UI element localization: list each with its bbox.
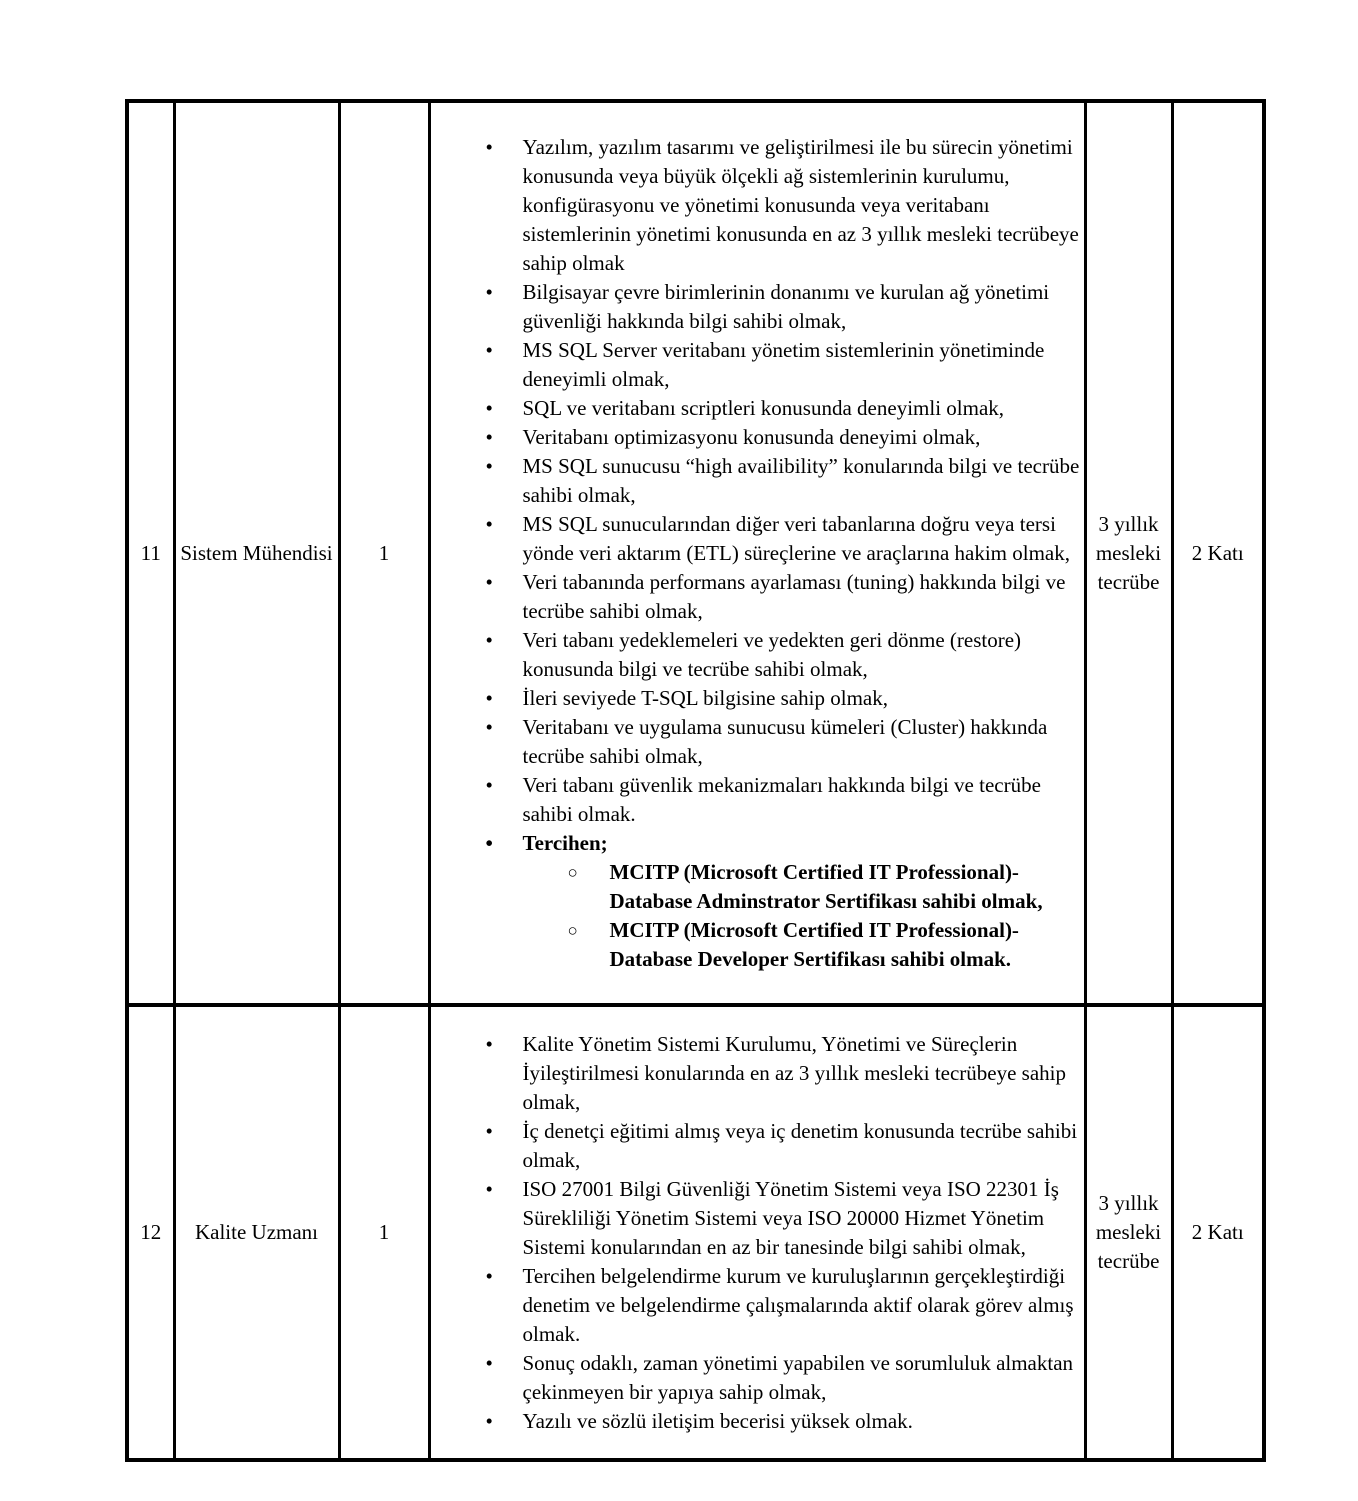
row-number-cell (127, 101, 174, 1005)
requirement-text: Yazılı ve sözlü iletişim becerisi yüksek olmak. (522, 1408, 913, 1433)
requirement-item (486, 1117, 1084, 1175)
bullet-icon: • (485, 569, 493, 594)
experience-text: 3 yıllık mesleki tecrübe (1095, 1191, 1162, 1273)
requirement-item (486, 1175, 1084, 1262)
requirement-text: MCITP (Microsoft Certified IT Professional)- Database Developer Sertifikası sahibi olmak. (609, 917, 1019, 971)
requirement-text: İç denetçi eğitimi almış veya iç denetim konusunda tecrübe sahibi olmak, (522, 1118, 1078, 1172)
headcount-cell (339, 101, 429, 1005)
position-title: Sistem Mühendisi (180, 540, 333, 565)
requirement-item (486, 394, 1084, 423)
requirement-item (486, 1262, 1084, 1349)
requirement-text: Tercihen; (522, 830, 608, 855)
bullet-icon: • (485, 337, 493, 362)
requirement-item (486, 771, 1084, 829)
headcount: 1 (378, 1220, 390, 1244)
requirement-text: İleri seviyede T-SQL bilgisine sahip olmak, (522, 685, 889, 710)
requirement-text: MS SQL sunucularından diğer veri tabanlarına doğru veya tersi yönde veri aktarım (ETL) süreçlerine ve araçlarına hakim olmak, (522, 511, 1070, 565)
bullet-icon: • (485, 1118, 493, 1143)
requirement-text: Kalite Yönetim Sistemi Kurulumu, Yönetimi ve Süreçlerin İyileştirilmesi konularında en az 3 yıllık mesleki tecrübeye sahip olmak, (522, 1031, 1067, 1114)
bullet-icon: • (485, 1408, 493, 1433)
bullet-icon: • (485, 1263, 493, 1288)
position-title-cell (174, 101, 339, 1005)
rate-text: 2 Katı (1191, 1220, 1244, 1244)
rate-cell (1172, 1005, 1264, 1460)
requirement-item (486, 829, 1084, 858)
circle-bullet-icon: ○ (567, 920, 578, 940)
positions-table (125, 99, 1266, 1462)
positions-table-body (127, 101, 1264, 1460)
requirement-text: Veri tabanı güvenlik mekanizmaları hakkında bilgi ve tecrübe sahibi olmak. (522, 772, 1041, 826)
table-row (127, 1005, 1264, 1460)
experience-cell (1085, 101, 1172, 1005)
rate-cell (1172, 101, 1264, 1005)
requirement-text: Veri tabanı yedeklemeleri ve yedekten geri dönme (restore) konusunda bilgi ve tecrübe sahibi olmak, (522, 627, 1022, 681)
row-number: 12 (140, 1220, 162, 1244)
requirement-item (486, 1407, 1084, 1436)
requirement-item (486, 133, 1084, 278)
headcount-cell (339, 1005, 429, 1460)
bullet-icon: • (485, 134, 493, 159)
requirement-item (486, 1030, 1084, 1117)
requirement-text: Sonuç odaklı, zaman yönetimi yapabilen ve sorumluluk almaktan çekinmeyen bir yapıya sahip olmak, (522, 1350, 1074, 1404)
requirement-text: Veritabanı ve uygulama sunucusu kümeleri (Cluster) hakkında tecrübe sahibi olmak, (522, 714, 1048, 768)
bullet-icon: • (485, 511, 493, 536)
bullet-icon: • (485, 685, 493, 710)
requirement-text: MS SQL Server veritabanı yönetim sistemlerinin yönetiminde deneyimli olmak, (522, 337, 1045, 391)
requirement-item (486, 1349, 1084, 1407)
requirement-item (486, 278, 1084, 336)
requirement-text: MS SQL sunucusu “high availibility” konularında bilgi ve tecrübe sahibi olmak, (522, 453, 1080, 507)
requirement-text: ISO 27001 Bilgi Güvenliği Yönetim Sistemi veya ISO 22301 İş Sürekliliği Yönetim Sistemi veya ISO 20000 Hizmet Yönetim Sistemi konularından en az bir tanesinde bilgi sahibi olmak, (522, 1176, 1059, 1259)
bullet-icon: • (485, 714, 493, 739)
requirement-text: MCITP (Microsoft Certified IT Professional)- Database Adminstrator Sertifikası sahibi olmak, (609, 859, 1043, 913)
bullet-icon: • (485, 1350, 493, 1375)
row-number: 11 (140, 540, 161, 565)
bullet-icon: • (485, 830, 493, 855)
requirement-text: Tercihen belgelendirme kurum ve kuruluşlarının gerçekleştirdiği denetim ve belgelendirme çalışmalarında aktif olarak görev almış olmak. (522, 1263, 1074, 1346)
bullet-icon: • (485, 424, 493, 449)
requirements-list (431, 1030, 1084, 1436)
bullet-icon: • (485, 1176, 493, 1201)
circle-bullet-icon: ○ (567, 862, 578, 882)
requirement-item (486, 626, 1084, 684)
requirement-item (486, 452, 1084, 510)
experience-text: 3 yıllık mesleki tecrübe (1095, 511, 1162, 594)
requirement-item (568, 858, 1084, 916)
requirement-item (486, 684, 1084, 713)
row-number-cell (127, 1005, 174, 1460)
headcount: 1 (378, 540, 390, 565)
table-row (127, 101, 1264, 1005)
bullet-icon: • (485, 1031, 493, 1056)
bullet-icon: • (485, 453, 493, 478)
requirement-text: Bilgisayar çevre birimlerinin donanımı ve kurulan ağ yönetimi güvenliği hakkında bilgi sahibi olmak, (522, 279, 1050, 333)
position-title: Kalite Uzmanı (194, 1220, 319, 1244)
requirement-text: Veri tabanında performans ayarlaması (tuning) hakkında bilgi ve tecrübe sahibi olmak, (522, 569, 1066, 623)
rate-text: 2 Katı (1191, 540, 1244, 565)
bullet-icon: • (485, 772, 493, 797)
requirement-item (486, 423, 1084, 452)
requirement-text: SQL ve veritabanı scriptleri konusunda deneyimli olmak, (522, 395, 1005, 420)
bullet-icon: • (485, 279, 493, 304)
requirements-cell (429, 101, 1085, 1005)
bullet-icon: • (485, 395, 493, 420)
requirement-item (486, 568, 1084, 626)
requirement-item (486, 713, 1084, 771)
requirements-cell (429, 1005, 1085, 1460)
requirements-list (431, 133, 1084, 974)
requirement-item (486, 336, 1084, 394)
bullet-icon: • (485, 627, 493, 652)
requirement-item (568, 916, 1084, 974)
experience-cell (1085, 1005, 1172, 1460)
requirement-text: Yazılım, yazılım tasarımı ve geliştirilmesi ile bu sürecin yönetimi konusunda veya büyük ölçekli ağ sistemlerinin kurulumu, konfigürasyonu ve yönetimi konusunda veya veritabanı sistemlerinin yönetimi konusunda en az 3 yıllık mesleki tecrübeye sahip olmak (522, 134, 1079, 275)
requirement-item (486, 510, 1084, 568)
requirement-text: Veritabanı optimizasyonu konusunda deneyimi olmak, (522, 424, 981, 449)
position-title-cell (174, 1005, 339, 1460)
